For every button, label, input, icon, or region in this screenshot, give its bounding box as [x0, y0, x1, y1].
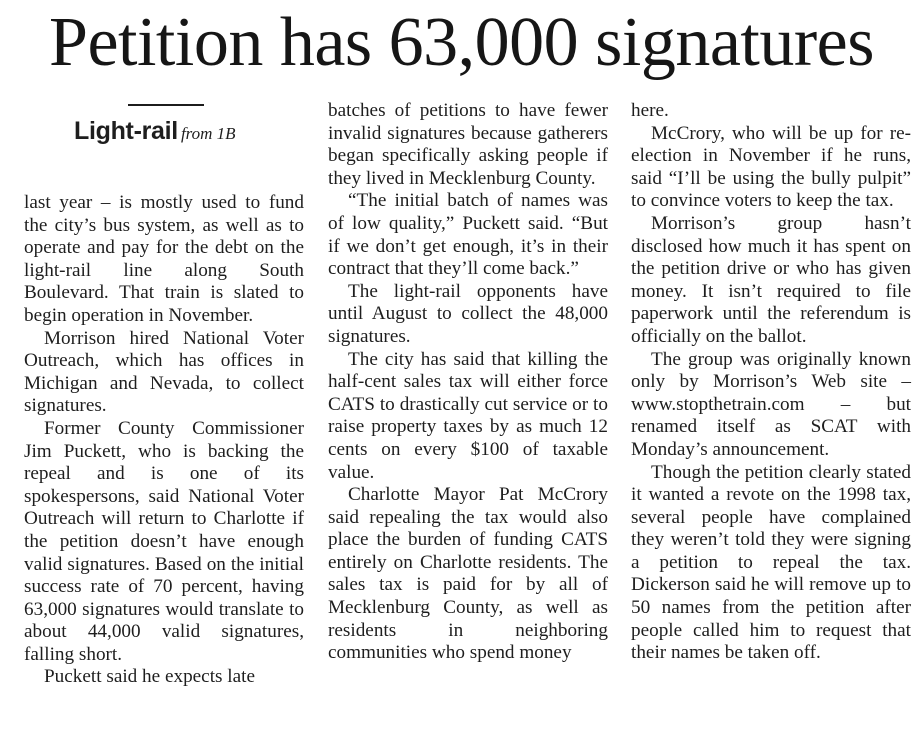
paragraph: Morrison’s group hasn’t disclosed how much it has spent on the petition drive or who has given money. It isn’t required to file paperwork until the referendum is officially on the ballot.	[631, 212, 911, 347]
paragraph: The light-rail opponents have until August to collect the 48,000 signatures.	[328, 280, 608, 347]
paragraph: Charlotte Mayor Pat McCrory said repealing the tax would also place the burden of funding CATS entirely on Charlotte residents. The sales tax is paid for by all of Mecklenburg County, as well as residents in neighboring communities who spend money	[328, 484, 608, 664]
paragraph: Though the petition clearly stated it wanted a revote on the 1998 tax, several people have complained they weren’t told they were signing a petition to repeal the tax. Dickerson said he will remove up to 50 names from the petition after people called him to request that their names be taken off.	[631, 461, 911, 664]
article-column-2	[328, 100, 608, 665]
jump-label	[74, 117, 236, 146]
paragraph: last year – is mostly used to fund the city’s bus system, as well as to operate and pay for the debt on the light-rail line along South Boulevard. That train is slated to begin operation in November.	[24, 192, 304, 326]
paragraph: The group was originally known only by Morrison’s Web site – www.stopthetrain.com – but renamed itself as SCAT with Monday’s announcement.	[631, 348, 911, 460]
jump-line	[24, 100, 304, 192]
article-column-1	[24, 100, 304, 689]
jump-from: from 1B	[180, 124, 236, 143]
paragraph: The city has said that killing the half-cent sales tax will either force CATS to drastically cut service or to raise property taxes by as much 12 cents on every $100 of taxable value.	[328, 348, 608, 483]
headline: Petition has 63,000 signatures	[49, 4, 874, 81]
article-column-3	[631, 100, 911, 665]
paragraph: batches of petitions to have fewer invalid signatures because gatherers began specifically asking people if they lived in Mecklenburg County.	[328, 100, 608, 189]
paragraph: Morrison hired National Voter Outreach, which has offices in Michigan and Nevada, to collect signatures.	[24, 327, 304, 417]
paragraph: McCrory, who will be up for re-election in November if he runs, said “I’ll be using the bully pulpit” to convince voters to keep the tax.	[631, 122, 911, 212]
jump-rule	[128, 104, 204, 106]
paragraph: here.	[631, 100, 669, 121]
jump-topic: Light-rail	[74, 117, 178, 145]
paragraph: “The initial batch of names was of low quality,” Puckett said. “But if we don’t get enough, it’s in their contract that they’ll come back.”	[328, 190, 608, 280]
paragraph: Former County Commissioner Jim Puckett, who is backing the repeal and is one of its spokespersons, said National Voter Outreach will return to Charlotte if the petition doesn’t have enough valid signatures. Based on the initial success rate of 70 percent, having 63,000 signatures would translate to about 44,000 valid signatures, falling short.	[24, 417, 304, 665]
paragraph: Puckett said he expects late	[44, 666, 255, 688]
